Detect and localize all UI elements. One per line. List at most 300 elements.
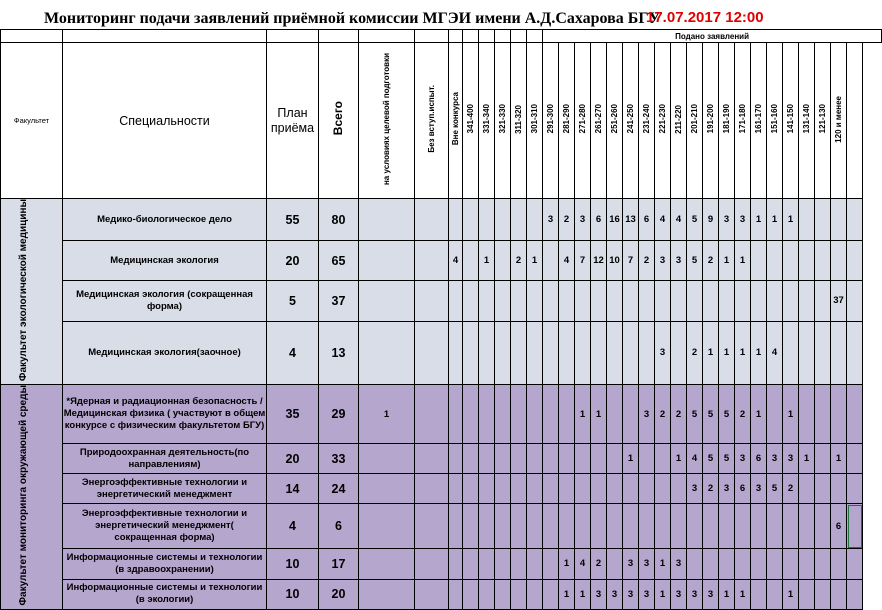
count-cell: 13 xyxy=(623,199,639,241)
count-cell xyxy=(463,474,479,504)
total-value: 24 xyxy=(319,474,359,504)
plan-value: 4 xyxy=(267,321,319,384)
count-cell xyxy=(655,474,671,504)
count-cell: 1 xyxy=(527,241,543,281)
score-column-label: 331-340 xyxy=(482,104,491,134)
count-cell xyxy=(559,280,575,321)
count-cell xyxy=(639,280,655,321)
count-cell xyxy=(479,504,495,549)
score-column-header xyxy=(527,43,543,199)
count-cell xyxy=(449,474,463,504)
count-cell xyxy=(783,504,799,549)
score-column-header xyxy=(671,43,687,199)
count-cell xyxy=(655,280,671,321)
count-cell xyxy=(703,549,719,579)
count-cell xyxy=(543,549,559,579)
count-cell xyxy=(735,280,751,321)
score-column-header xyxy=(449,43,463,199)
count-cell xyxy=(831,199,847,241)
count-cell xyxy=(495,385,511,444)
count-cell xyxy=(815,321,831,384)
count-cell xyxy=(591,474,607,504)
score-column-header xyxy=(799,43,815,199)
count-cell xyxy=(687,549,703,579)
count-cell xyxy=(527,199,543,241)
plan-value: 5 xyxy=(267,280,319,321)
count-cell: 6 xyxy=(591,199,607,241)
count-cell: 1 xyxy=(359,385,415,444)
extra-cell xyxy=(847,474,863,504)
count-cell xyxy=(607,504,623,549)
count-cell: 5 xyxy=(687,385,703,444)
score-column-header xyxy=(623,43,639,199)
count-cell xyxy=(449,280,463,321)
count-cell xyxy=(639,321,655,384)
count-cell xyxy=(511,280,527,321)
count-cell xyxy=(591,280,607,321)
count-cell: 1 xyxy=(559,579,575,609)
score-column-header xyxy=(575,43,591,199)
plan-value: 55 xyxy=(267,199,319,241)
count-cell xyxy=(543,241,559,281)
score-column-label: 221-230 xyxy=(658,104,667,134)
count-cell xyxy=(815,474,831,504)
count-cell xyxy=(559,474,575,504)
header-spacer-cell xyxy=(63,30,267,43)
score-column-label: 121-130 xyxy=(818,104,827,134)
count-cell: 1 xyxy=(735,241,751,281)
submitted-group-header: Подано заявлений xyxy=(543,30,882,43)
count-cell: 1 xyxy=(735,579,751,609)
score-column-label: 341-400 xyxy=(466,104,475,134)
score-column-header xyxy=(687,43,703,199)
count-cell: 5 xyxy=(703,444,719,474)
score-column-header xyxy=(479,43,495,199)
count-cell xyxy=(479,549,495,579)
count-cell xyxy=(751,549,767,579)
score-column-header xyxy=(639,43,655,199)
count-cell xyxy=(559,444,575,474)
count-cell xyxy=(495,579,511,609)
specialty-name: Информационные системы и технологии (в здравоохранении) xyxy=(63,549,267,579)
count-cell xyxy=(799,504,815,549)
count-cell xyxy=(767,385,783,444)
plan-value: 10 xyxy=(267,549,319,579)
total-value: 80 xyxy=(319,199,359,241)
plan-value: 20 xyxy=(267,241,319,281)
specialty-name: Природоохранная деятельность(по направлениям) xyxy=(63,444,267,474)
count-cell xyxy=(767,579,783,609)
count-cell xyxy=(687,504,703,549)
count-cell xyxy=(799,474,815,504)
score-column-header xyxy=(559,43,575,199)
count-cell: 10 xyxy=(607,241,623,281)
count-cell xyxy=(591,504,607,549)
count-cell xyxy=(799,549,815,579)
count-cell xyxy=(607,444,623,474)
score-column-header xyxy=(591,43,607,199)
count-cell: 6 xyxy=(735,474,751,504)
count-cell xyxy=(671,280,687,321)
count-cell xyxy=(703,504,719,549)
plan-value: 4 xyxy=(267,504,319,549)
count-cell: 4 xyxy=(687,444,703,474)
count-cell xyxy=(495,444,511,474)
count-cell xyxy=(783,241,799,281)
extra-cell xyxy=(847,241,863,281)
count-cell xyxy=(751,504,767,549)
count-cell: 9 xyxy=(703,199,719,241)
count-cell: 5 xyxy=(703,385,719,444)
count-cell xyxy=(463,241,479,281)
count-cell: 2 xyxy=(703,241,719,281)
total-value: 33 xyxy=(319,444,359,474)
admissions-table xyxy=(0,29,882,610)
count-cell xyxy=(463,321,479,384)
count-cell xyxy=(607,549,623,579)
count-cell xyxy=(449,199,463,241)
extra-cell xyxy=(847,199,863,241)
count-cell xyxy=(495,504,511,549)
plan-value: 35 xyxy=(267,385,319,444)
count-cell: 3 xyxy=(639,385,655,444)
count-cell xyxy=(735,549,751,579)
count-cell xyxy=(671,321,687,384)
count-cell xyxy=(511,321,527,384)
count-cell xyxy=(415,504,449,549)
score-column-label: 131-140 xyxy=(802,104,811,134)
count-cell: 4 xyxy=(559,241,575,281)
count-cell xyxy=(527,579,543,609)
score-column-label: 241-250 xyxy=(626,104,635,134)
score-column-label: 311-320 xyxy=(514,104,523,134)
score-column-header xyxy=(735,43,751,199)
count-cell xyxy=(639,474,655,504)
count-cell xyxy=(495,549,511,579)
count-cell xyxy=(479,474,495,504)
count-cell xyxy=(511,579,527,609)
header-spacer-cell xyxy=(527,30,543,43)
extra-cell xyxy=(847,549,863,579)
count-cell xyxy=(527,280,543,321)
score-column-label: 301-310 xyxy=(530,104,539,134)
count-cell xyxy=(415,321,449,384)
specialty-name: Медико-биологическое дело xyxy=(63,199,267,241)
faculty-name: Факультет мониторинга окружающей среды xyxy=(17,385,29,606)
count-cell xyxy=(449,504,463,549)
score-column-label: 261-270 xyxy=(594,104,603,134)
count-cell: 5 xyxy=(687,241,703,281)
count-cell: 1 xyxy=(719,241,735,281)
header-spacer-cell xyxy=(415,30,449,43)
score-column-header xyxy=(655,43,671,199)
count-cell: 1 xyxy=(719,321,735,384)
faculty-cell xyxy=(1,199,63,385)
count-cell xyxy=(831,579,847,609)
count-cell xyxy=(511,504,527,549)
count-cell: 2 xyxy=(591,549,607,579)
count-cell: 37 xyxy=(831,280,847,321)
count-cell xyxy=(607,385,623,444)
count-cell: 3 xyxy=(735,199,751,241)
count-cell xyxy=(543,385,559,444)
count-cell xyxy=(591,321,607,384)
count-cell xyxy=(415,579,449,609)
count-cell xyxy=(559,385,575,444)
header-specialties: Специальности xyxy=(63,43,267,199)
faculty-cell xyxy=(1,385,63,610)
count-cell xyxy=(463,504,479,549)
table-row xyxy=(1,504,882,549)
count-cell xyxy=(415,474,449,504)
count-cell xyxy=(415,444,449,474)
score-column-label: 151-160 xyxy=(770,104,779,134)
score-column-label: на условиях целевой подготовки xyxy=(382,52,391,186)
count-cell: 1 xyxy=(767,199,783,241)
count-cell xyxy=(511,385,527,444)
count-cell xyxy=(415,199,449,241)
count-cell xyxy=(479,199,495,241)
count-cell xyxy=(575,444,591,474)
count-cell: 3 xyxy=(543,199,559,241)
count-cell xyxy=(703,280,719,321)
count-cell: 5 xyxy=(719,385,735,444)
score-column-header xyxy=(359,43,415,199)
count-cell: 16 xyxy=(607,199,623,241)
count-cell: 1 xyxy=(799,444,815,474)
count-cell xyxy=(511,199,527,241)
count-cell xyxy=(543,579,559,609)
count-cell: 2 xyxy=(655,385,671,444)
header-spacer-cell xyxy=(267,30,319,43)
count-cell xyxy=(831,474,847,504)
count-cell xyxy=(359,280,415,321)
specialty-name: *Ядерная и радиационная безопасность /Медицинская физика ( участвуют в общем конкурсе с физическим факультетом БГУ) xyxy=(63,385,267,444)
specialty-name: Энергоэффективные технологии и энергетический менеджмент( сокращенная форма) xyxy=(63,504,267,549)
total-value: 65 xyxy=(319,241,359,281)
count-cell xyxy=(359,549,415,579)
count-cell: 3 xyxy=(623,579,639,609)
count-cell xyxy=(575,474,591,504)
score-column-label: 211-220 xyxy=(674,104,683,134)
count-cell xyxy=(671,504,687,549)
total-value: 29 xyxy=(319,385,359,444)
specialty-name: Медицинская экология (сокращенная форма) xyxy=(63,280,267,321)
count-cell: 1 xyxy=(831,444,847,474)
count-cell: 3 xyxy=(767,444,783,474)
count-cell xyxy=(575,504,591,549)
report-date: 17.07.2017 12:00 xyxy=(646,9,764,26)
count-cell xyxy=(767,280,783,321)
extra-cell xyxy=(847,444,863,474)
count-cell: 6 xyxy=(639,199,655,241)
count-cell: 1 xyxy=(751,385,767,444)
count-cell xyxy=(815,444,831,474)
count-cell: 3 xyxy=(687,579,703,609)
count-cell xyxy=(623,474,639,504)
extra-cell xyxy=(847,504,863,549)
score-column-label: 181-190 xyxy=(722,104,731,134)
count-cell: 2 xyxy=(735,385,751,444)
count-cell xyxy=(463,280,479,321)
count-cell xyxy=(575,280,591,321)
count-cell xyxy=(719,504,735,549)
count-cell xyxy=(767,549,783,579)
count-cell: 1 xyxy=(655,549,671,579)
count-cell xyxy=(449,579,463,609)
count-cell xyxy=(799,579,815,609)
count-cell xyxy=(831,385,847,444)
score-column-header xyxy=(719,43,735,199)
count-cell xyxy=(687,280,703,321)
score-column-label: 231-240 xyxy=(642,104,651,134)
count-cell xyxy=(799,385,815,444)
count-cell: 1 xyxy=(703,321,719,384)
count-cell xyxy=(655,444,671,474)
count-cell: 2 xyxy=(559,199,575,241)
header-total xyxy=(319,43,359,199)
header-spacer-cell xyxy=(359,30,415,43)
count-cell: 3 xyxy=(671,241,687,281)
count-cell xyxy=(511,474,527,504)
count-cell: 6 xyxy=(831,504,847,549)
score-column-label: 120 и менее xyxy=(834,95,843,143)
count-cell xyxy=(799,321,815,384)
table-row xyxy=(1,280,882,321)
score-column-header xyxy=(607,43,623,199)
count-cell xyxy=(639,444,655,474)
count-cell xyxy=(831,241,847,281)
count-cell xyxy=(719,549,735,579)
count-cell: 1 xyxy=(783,385,799,444)
count-cell: 2 xyxy=(671,385,687,444)
score-column-header xyxy=(463,43,479,199)
count-cell: 3 xyxy=(639,549,655,579)
count-cell: 3 xyxy=(751,474,767,504)
count-cell xyxy=(815,579,831,609)
count-cell xyxy=(543,321,559,384)
table-row xyxy=(1,444,882,474)
count-cell xyxy=(799,199,815,241)
count-cell xyxy=(751,579,767,609)
count-cell xyxy=(815,199,831,241)
count-cell xyxy=(767,504,783,549)
count-cell: 1 xyxy=(559,549,575,579)
score-column-label: 191-200 xyxy=(706,104,715,134)
extra-cell xyxy=(847,321,863,384)
header-spacer-cell xyxy=(463,30,479,43)
count-cell xyxy=(751,280,767,321)
count-cell xyxy=(479,280,495,321)
count-cell: 3 xyxy=(607,579,623,609)
count-cell xyxy=(479,444,495,474)
count-cell xyxy=(495,474,511,504)
score-column-label: Вне конкурса xyxy=(451,92,460,146)
count-cell xyxy=(543,474,559,504)
count-cell: 1 xyxy=(655,579,671,609)
count-cell: 4 xyxy=(449,241,463,281)
count-cell xyxy=(607,474,623,504)
count-cell xyxy=(735,504,751,549)
count-cell: 3 xyxy=(655,241,671,281)
count-cell xyxy=(799,280,815,321)
count-cell xyxy=(359,241,415,281)
count-cell xyxy=(623,280,639,321)
count-cell: 1 xyxy=(751,321,767,384)
count-cell xyxy=(655,504,671,549)
count-cell xyxy=(831,321,847,384)
plan-value: 10 xyxy=(267,579,319,609)
count-cell: 5 xyxy=(687,199,703,241)
count-cell xyxy=(783,549,799,579)
score-column-label: 161-170 xyxy=(754,104,763,134)
faculty-name: Факультет экологической медицины xyxy=(17,199,29,382)
count-cell: 1 xyxy=(671,444,687,474)
score-column-header xyxy=(415,43,449,199)
count-cell xyxy=(527,474,543,504)
count-cell: 1 xyxy=(751,199,767,241)
score-column-header xyxy=(703,43,719,199)
extra-cell xyxy=(847,385,863,444)
count-cell: 1 xyxy=(735,321,751,384)
count-cell xyxy=(463,444,479,474)
count-cell: 3 xyxy=(719,474,735,504)
count-cell xyxy=(463,579,479,609)
count-cell: 1 xyxy=(719,579,735,609)
header-spacer-cell xyxy=(1,30,63,43)
count-cell xyxy=(815,280,831,321)
count-cell xyxy=(591,444,607,474)
count-cell xyxy=(543,504,559,549)
count-cell xyxy=(449,549,463,579)
count-cell xyxy=(463,385,479,444)
count-cell xyxy=(359,321,415,384)
count-cell xyxy=(607,280,623,321)
score-column-label: Без вступ.испыт. xyxy=(427,85,436,153)
extra-cell xyxy=(847,579,863,609)
count-cell: 4 xyxy=(655,199,671,241)
count-cell: 7 xyxy=(623,241,639,281)
score-column-header xyxy=(511,43,527,199)
count-cell xyxy=(527,504,543,549)
header-spacer-cell xyxy=(511,30,527,43)
count-cell xyxy=(495,321,511,384)
count-cell xyxy=(559,321,575,384)
count-cell xyxy=(831,549,847,579)
score-column-header xyxy=(815,43,831,199)
count-cell: 2 xyxy=(639,241,655,281)
count-cell xyxy=(623,504,639,549)
count-cell xyxy=(815,549,831,579)
count-cell: 4 xyxy=(671,199,687,241)
header-spacer-cell xyxy=(319,30,359,43)
score-column-label: 141-150 xyxy=(786,104,795,134)
count-cell xyxy=(783,321,799,384)
count-cell xyxy=(415,549,449,579)
count-cell xyxy=(559,504,575,549)
count-cell: 3 xyxy=(655,321,671,384)
table-row xyxy=(1,385,882,444)
count-cell xyxy=(495,241,511,281)
count-cell xyxy=(527,444,543,474)
count-cell xyxy=(575,321,591,384)
count-cell: 2 xyxy=(703,474,719,504)
count-cell: 3 xyxy=(575,199,591,241)
count-cell: 1 xyxy=(783,199,799,241)
count-cell xyxy=(495,280,511,321)
count-cell: 1 xyxy=(623,444,639,474)
count-cell: 1 xyxy=(479,241,495,281)
